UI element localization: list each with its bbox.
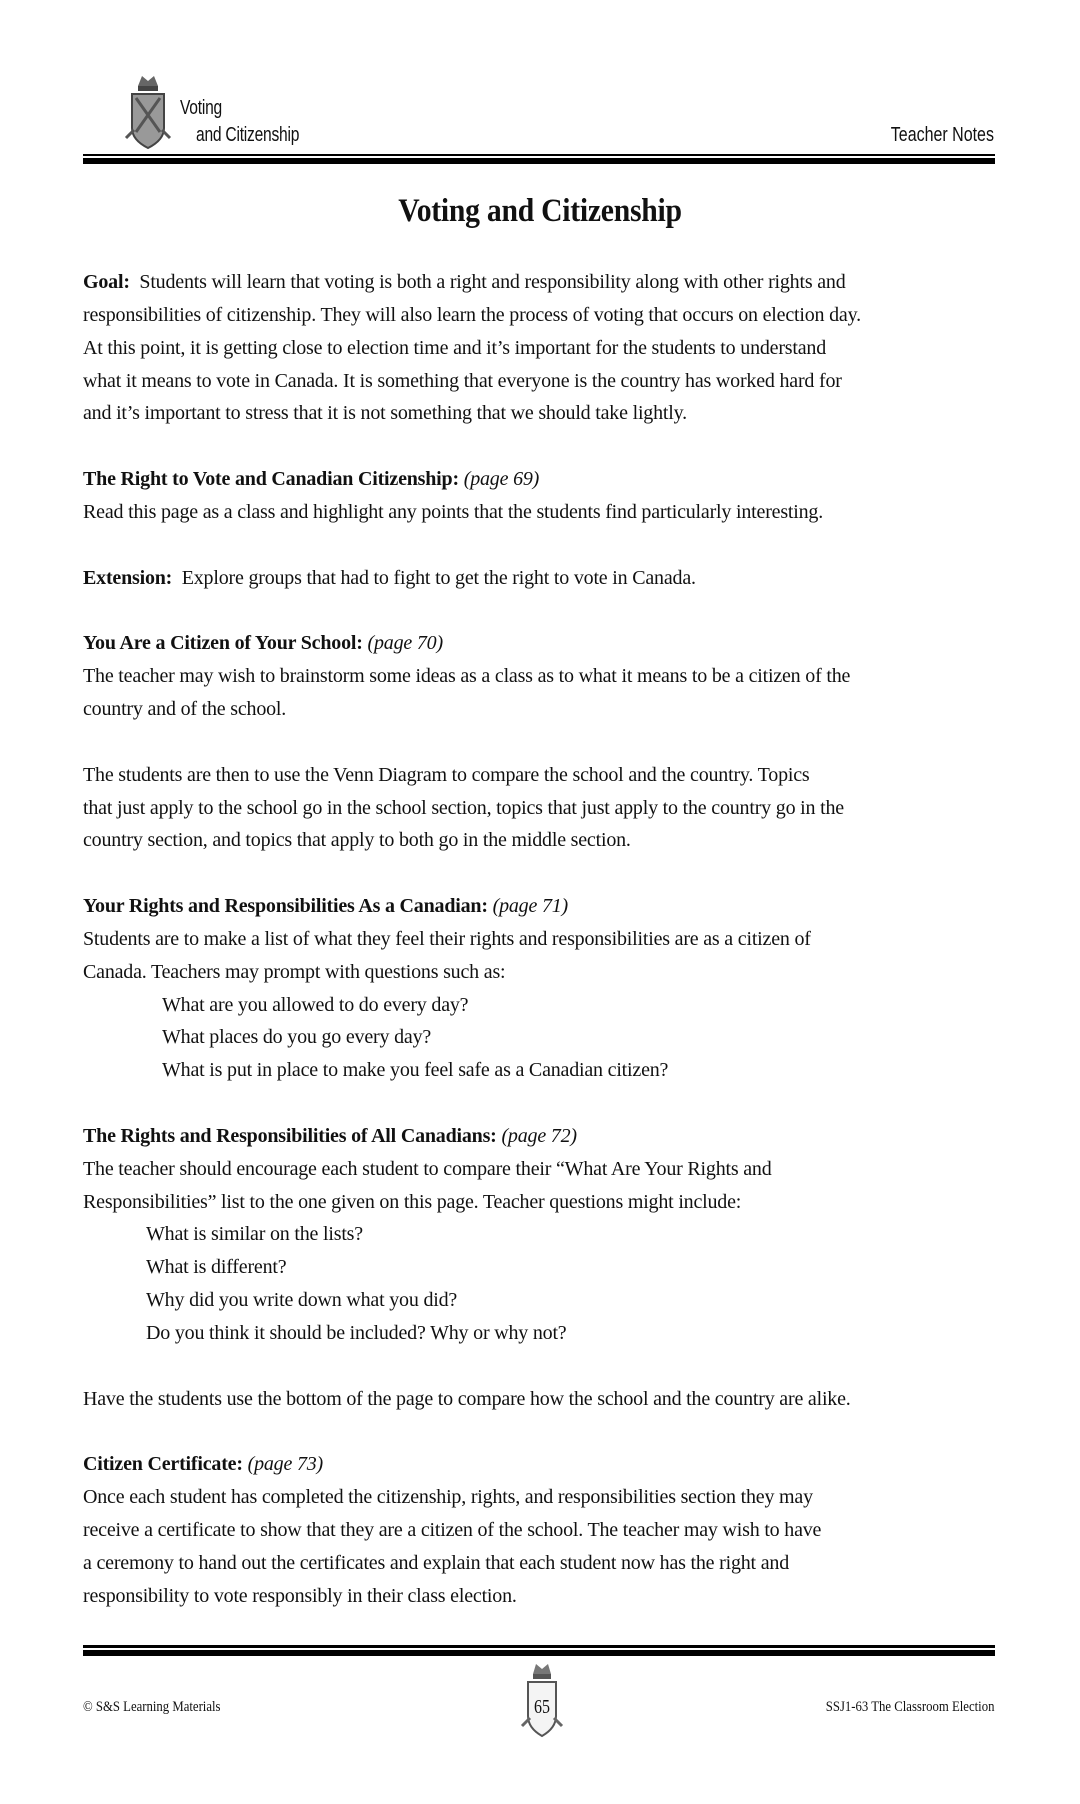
- text-line: Students are to make a list of what they feel their rights and responsibilities are as a citizen of: [83, 927, 811, 950]
- text-line: Have the students use the bottom of the page to compare how the school and the country are alike.: [83, 1387, 851, 1410]
- section-heading: Your Rights and Responsibilities As a Canadian:: [83, 895, 488, 918]
- text-line: The teacher should encourage each student to compare their “What Are Your Rights and: [83, 1157, 772, 1180]
- question-item: What is similar on the lists?: [146, 1223, 363, 1246]
- text-line: and it’s important to stress that it is not something that we should take lightly.: [83, 402, 687, 425]
- page-title: Voting and Citizenship: [398, 193, 682, 229]
- header-section-label: Teacher Notes: [890, 124, 994, 146]
- text-line: Read this page as a class and highlight any points that the students find particularly interesting.: [83, 500, 824, 523]
- text-line: country and of the school.: [83, 697, 287, 720]
- text-line: receive a certificate to show that they are a citizen of the school. The teacher may wish to have: [83, 1519, 822, 1542]
- text-line: Responsibilities” list to the one given on this page. Teacher questions might include:: [83, 1190, 742, 1213]
- section-heading: The Rights and Responsibilities of All Canadians:: [83, 1124, 497, 1147]
- question-item: What places do you go every day?: [162, 1026, 432, 1049]
- footer-copyright: © S&S Learning Materials: [83, 1699, 221, 1715]
- page-reference: (page 71): [492, 895, 569, 918]
- section-heading: The Right to Vote and Canadian Citizenship:: [83, 468, 459, 491]
- section-heading: You Are a Citizen of Your School:: [83, 632, 363, 655]
- footer-rule-thick: [83, 1650, 995, 1656]
- text-line: The students are then to use the Venn Diagram to compare the school and the country. Topics: [83, 763, 810, 786]
- text-line: responsibilities of citizenship. They will also learn the process of voting that occurs on election day.: [83, 303, 861, 326]
- header-rule-thick: [83, 158, 995, 164]
- goal-label: Goal:: [83, 271, 130, 293]
- section-heading: Citizen Certificate:: [83, 1453, 243, 1476]
- text-line: country section, and topics that apply to both go in the middle section.: [83, 829, 631, 852]
- question-item: Why did you write down what you did?: [146, 1289, 458, 1312]
- text-line: what it means to vote in Canada. It is something that everyone is the country has worked hard for: [83, 369, 842, 392]
- section-rights-all-canadians: [83, 1120, 1003, 1416]
- page-reference: (page 73): [247, 1453, 324, 1476]
- page-reference: (page 69): [463, 468, 540, 491]
- text-line: Explore groups that had to fight to get the right to vote in Canada.: [181, 566, 696, 589]
- text-line: Students will learn that voting is both a right and responsibility along with other rights and: [139, 271, 846, 293]
- teacher-notes-body: [83, 266, 1003, 1613]
- header-logo-line2: and Citizenship: [196, 124, 300, 146]
- section-citizen-of-school: [83, 627, 1003, 857]
- question-item: What is put in place to make you feel safe as a Canadian citizen?: [162, 1059, 669, 1082]
- question-item: What are you allowed to do every day?: [162, 993, 469, 1016]
- page-reference: (page 70): [367, 632, 443, 655]
- page-number: 65: [534, 1696, 550, 1718]
- header-logo-line1: Voting: [180, 97, 222, 119]
- section-right-to-vote: [83, 463, 1003, 529]
- footer-book-title: SSJ1-63 The Classroom Election: [825, 1699, 994, 1715]
- text-line: At this point, it is getting close to election time and it’s important for the students to understand: [83, 336, 827, 359]
- question-item: What is different?: [146, 1256, 287, 1279]
- text-line: that just apply to the school go in the school section, topics that just apply to the country go in the: [83, 796, 844, 819]
- text-line: The teacher may wish to brainstorm some ideas as a class as to what it means to be a citizen of the: [83, 665, 851, 688]
- section-your-rights: [83, 890, 1003, 1087]
- section-citizen-certificate: [83, 1448, 1003, 1612]
- section-extension: [83, 562, 1003, 595]
- extension-label: Extension:: [83, 566, 173, 589]
- footer-rule-thin: [83, 1645, 995, 1648]
- goal-paragraph: [83, 266, 1003, 430]
- crest-logo-icon: [124, 72, 172, 152]
- header-rule-thin: [83, 154, 995, 156]
- text-line: Once each student has completed the citizenship, rights, and responsibilities section they may: [83, 1486, 813, 1509]
- page-reference: (page 72): [501, 1124, 577, 1147]
- question-item: Do you think it should be included? Why or why not?: [146, 1322, 567, 1344]
- text-line: responsibility to vote responsibly in their class election.: [83, 1584, 517, 1607]
- text-line: Canada. Teachers may prompt with questions such as:: [83, 960, 506, 983]
- text-line: a ceremony to hand out the certificates and explain that each student now has the right and: [83, 1551, 789, 1574]
